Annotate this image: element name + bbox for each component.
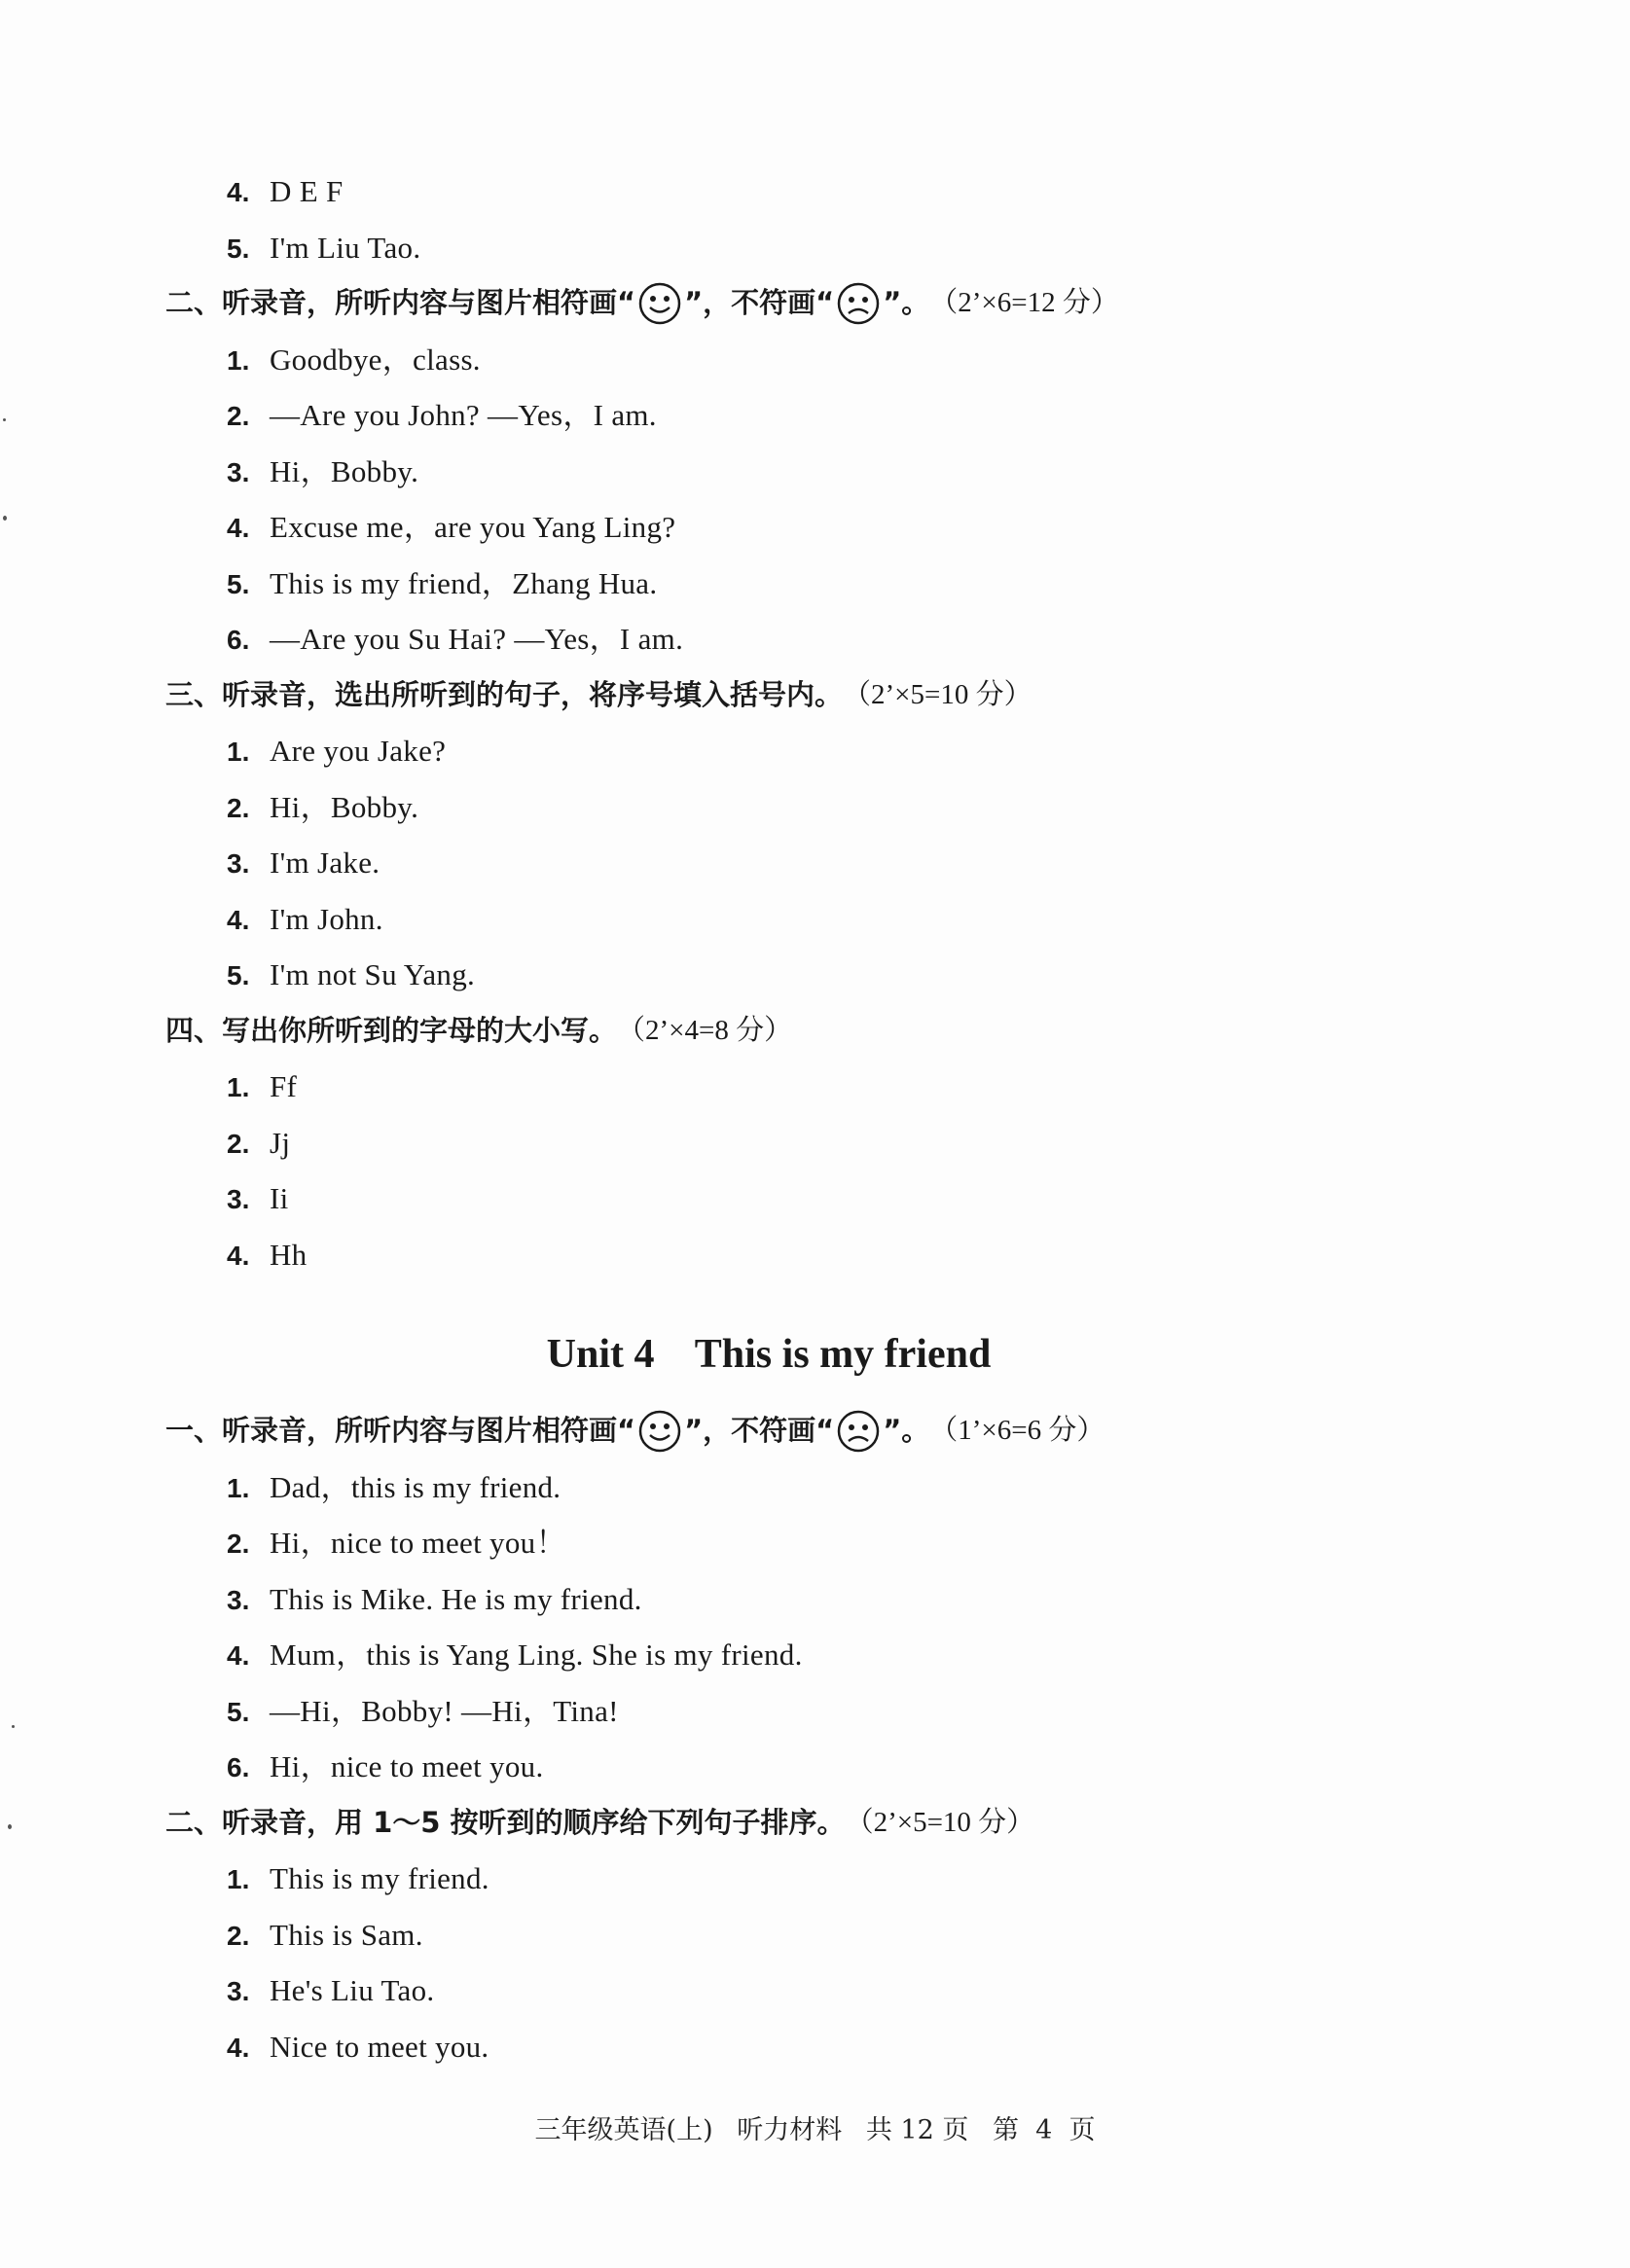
item-number: 6. — [227, 1752, 250, 1782]
item-number: 2. — [227, 1529, 250, 1559]
item-text: This is my friend. — [270, 1861, 489, 1895]
list-item — [165, 947, 1431, 1003]
list-item — [165, 1851, 1431, 1907]
item-number: 5. — [227, 960, 250, 990]
footer-material: 听力材料 — [737, 2115, 843, 2145]
item-text: Hi，Bobby. — [270, 789, 419, 824]
item-text: Are you Jake? — [270, 734, 447, 768]
item-text: I'm John. — [270, 901, 383, 936]
score-note: （2’×5=10 分） — [845, 1806, 1035, 1838]
list-item — [165, 1683, 1431, 1740]
list-item — [165, 332, 1431, 388]
item-number: 1. — [227, 1072, 250, 1102]
footer-subject: 三年级英语(上) — [534, 2115, 713, 2145]
item-text: Goodbye，class. — [270, 342, 481, 377]
heading-text: 二、听录音，所听内容与图片相符画“ — [165, 286, 636, 319]
heading-text: ”，不符画“ — [684, 1414, 835, 1447]
item-text: He's Liu Tao. — [270, 1973, 435, 2007]
item-number: 3. — [227, 1584, 250, 1615]
item-number: 3. — [227, 1184, 250, 1214]
item-text: —Are you Su Hai? —Yes，I am. — [270, 622, 684, 656]
item-number: 4. — [227, 1640, 250, 1671]
item-text: Hi，nice to meet you. — [270, 1749, 544, 1783]
list-item — [165, 1739, 1431, 1795]
item-number: 4. — [227, 513, 250, 543]
item-text: Dad，this is my friend. — [270, 1469, 561, 1504]
section-heading — [165, 667, 1431, 724]
item-number: 6. — [227, 625, 250, 655]
list-item — [165, 1170, 1431, 1227]
list-item — [165, 1059, 1431, 1115]
item-text: This is Sam. — [270, 1917, 423, 1952]
item-text: D E F — [270, 174, 344, 208]
item-number: 4. — [227, 177, 250, 207]
item-text: This is Mike. He is my friend. — [270, 1581, 642, 1616]
item-text: This is my friend，Zhang Hua. — [270, 565, 658, 600]
item-text: Excuse me，are you Yang Ling? — [270, 510, 676, 544]
list-item — [165, 556, 1431, 612]
list-item — [165, 611, 1431, 667]
page-content — [165, 163, 1431, 2074]
item-number: 1. — [227, 1472, 250, 1503]
item-number: 5. — [227, 568, 250, 599]
item-number: 4. — [227, 2032, 250, 2063]
list-item — [165, 891, 1431, 948]
item-number: 3. — [227, 456, 250, 487]
item-number: 3. — [227, 1976, 250, 2006]
item-number: 4. — [227, 1240, 250, 1271]
item-text: Hi，nice to meet you！ — [270, 1526, 566, 1560]
scan-speck — [3, 418, 6, 421]
section-heading — [165, 1003, 1431, 1060]
list-item — [165, 1115, 1431, 1171]
list-item — [165, 1962, 1431, 2019]
scan-speck — [8, 1824, 12, 1829]
heading-text: 四、写出你所听到的字母的大小写。 — [165, 1013, 618, 1047]
smiley-face-icon — [637, 1409, 682, 1454]
item-text: I'm Liu Tao. — [270, 230, 421, 265]
item-text: Hh — [270, 1237, 308, 1272]
heading-text: 三、听录音，选出所听到的句子，将序号填入括号内。 — [165, 677, 844, 711]
section-heading — [165, 1403, 1431, 1459]
item-text: Mum，this is Yang Ling. She is my friend. — [270, 1638, 803, 1672]
list-item — [165, 1627, 1431, 1683]
list-item — [165, 779, 1431, 836]
score-note: （2’×6=12 分） — [929, 287, 1119, 318]
scan-speck — [12, 1725, 15, 1728]
item-text: —Hi，Bobby! —Hi，Tina! — [270, 1693, 619, 1728]
section-heading — [165, 275, 1431, 332]
item-number: 2. — [227, 1128, 250, 1159]
list-item — [165, 835, 1431, 891]
scan-speck — [3, 516, 7, 521]
list-item — [165, 2019, 1431, 2075]
list-item — [165, 387, 1431, 444]
score-note: （2’×4=8 分） — [617, 1014, 793, 1046]
sad-face-icon — [836, 1409, 881, 1454]
section-heading — [165, 1795, 1431, 1852]
item-text: Hi，Bobby. — [270, 453, 419, 488]
item-text: Jj — [270, 1125, 291, 1160]
smiley-face-icon — [637, 281, 682, 326]
item-number: 1. — [227, 737, 250, 767]
list-item — [165, 220, 1431, 276]
item-number: 5. — [227, 1696, 250, 1727]
item-number: 2. — [227, 401, 250, 431]
heading-text: 一、听录音，所听内容与图片相符画“ — [165, 1414, 636, 1447]
item-text: Ff — [270, 1069, 298, 1103]
page-footer — [0, 2108, 1630, 2146]
item-text: I'm Jake. — [270, 846, 380, 880]
list-item — [165, 1515, 1431, 1571]
item-number: 2. — [227, 1920, 250, 1951]
item-number: 4. — [227, 904, 250, 935]
item-number: 1. — [227, 1864, 250, 1894]
score-note: （1’×6=6 分） — [929, 1415, 1105, 1446]
footer-total-pages: 共 12 页 — [865, 2115, 969, 2145]
item-number: 1. — [227, 344, 250, 376]
item-number: 2. — [227, 792, 250, 823]
heading-text: ”。 — [883, 1414, 930, 1447]
score-note: （2’×5=10 分） — [843, 678, 1032, 710]
list-item — [165, 1459, 1431, 1516]
list-item — [165, 1571, 1431, 1628]
item-text: Nice to meet you. — [270, 2029, 489, 2064]
item-number: 5. — [227, 233, 250, 264]
footer-page-number: 第 4 页 — [992, 2115, 1096, 2145]
unit-title: Unit 4 This is my friend — [546, 1332, 992, 1377]
item-text: —Are you John? —Yes，I am. — [270, 398, 657, 432]
list-item — [165, 499, 1431, 556]
item-number: 3. — [227, 848, 250, 879]
list-item — [165, 444, 1431, 500]
item-text: Ii — [270, 1181, 289, 1215]
list-item — [165, 1907, 1431, 1963]
sad-face-icon — [836, 281, 881, 326]
list-item — [165, 1227, 1431, 1283]
heading-text: 二、听录音，用 1～5 按听到的顺序给下列句子排序。 — [165, 1805, 846, 1839]
list-item — [165, 163, 1431, 220]
heading-text: ”，不符画“ — [684, 286, 835, 319]
list-item — [165, 723, 1431, 779]
heading-text: ”。 — [883, 286, 930, 319]
item-text: I'm not Su Yang. — [270, 957, 476, 991]
